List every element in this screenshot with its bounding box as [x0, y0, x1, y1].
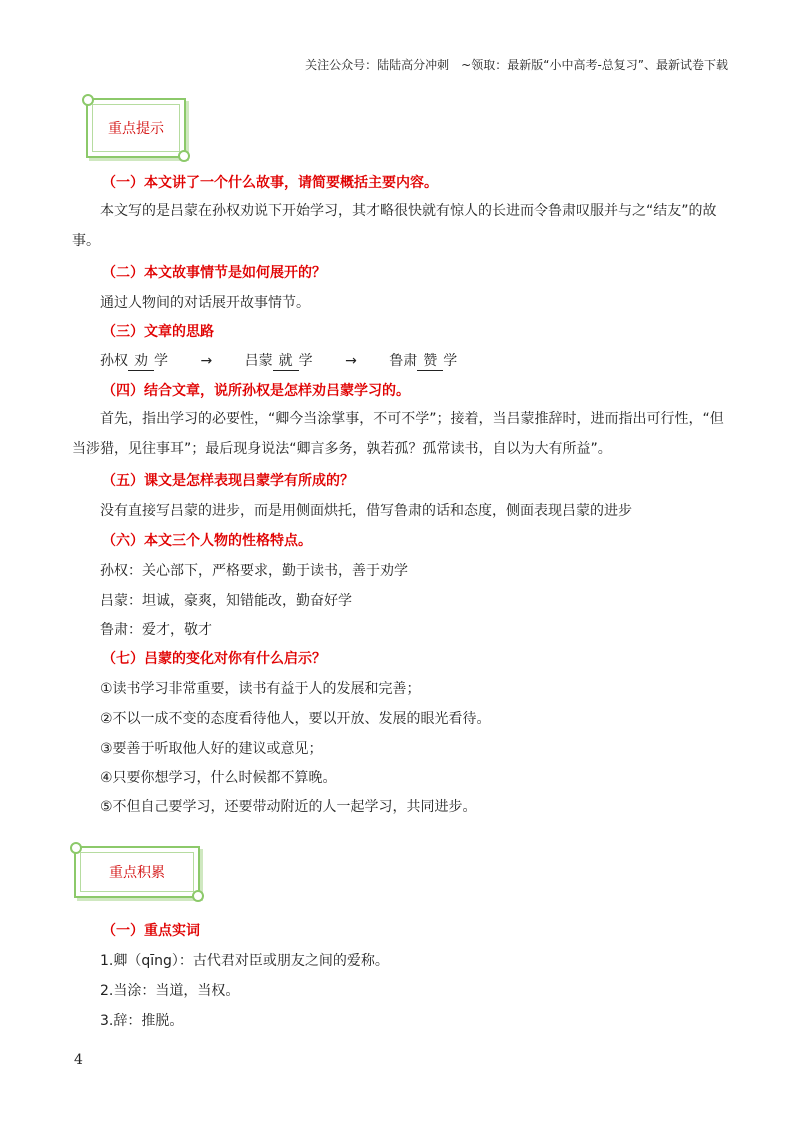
insight-3: ③要善于听取他人好的建议或意见； — [100, 741, 323, 757]
question-1: （一）本文讲了一个什么故事，请简要概括主要内容。 — [102, 175, 438, 191]
flow-study-1: 学 — [154, 353, 168, 369]
answer-1: 本文写的是吕蒙在孙权劝说下开始学习，其才略很快就有惊人的长进而令鲁肃叹服并与之“结友”的故事。 — [72, 203, 717, 249]
insight-5: ⑤不但自己要学习，还要带动附近的人一起学习，共同进步。 — [100, 799, 477, 815]
trait-lusu: 鲁肃：爱才，敬才 — [100, 622, 212, 638]
question-4: （四）结合文章，说所孙权是怎样劝吕蒙学习的。 — [102, 383, 410, 399]
flow-verb-2: 就 — [273, 350, 299, 371]
insight-2: ②不以一成不变的态度看待他人，要以开放、发展的眼光看待。 — [100, 711, 491, 727]
section-banner-accumulation — [74, 846, 200, 898]
question-5: （五）课文是怎样表现吕蒙学有所成的？ — [102, 473, 354, 489]
flow-study-2: 学 — [298, 353, 313, 369]
flow-verb-3: 赞 — [417, 350, 443, 371]
page-header: 关注公众号：陆陆高分冲刺 ~领取：最新版“小中高考-总复习”、最新试卷下载 — [305, 58, 728, 72]
page-number: 4 — [74, 1052, 83, 1068]
trait-sunquan: 孙权：关心部下，严格要求，勤于读书，善于劝学 — [100, 563, 408, 579]
question-2: （二）本文故事情节是如何展开的？ — [102, 265, 326, 281]
section-banner-tips — [86, 98, 186, 158]
flow-study-3: 学 — [443, 353, 458, 369]
arrow-icon: → — [345, 353, 357, 369]
answer-5: 没有直接写吕蒙的进步，而是用侧面烘托，借写鲁肃的话和态度，侧面表现吕蒙的进步 — [100, 503, 632, 519]
flow-person-2: 吕蒙 — [244, 353, 273, 369]
key-word-1: 1.卿（qīng）：古代君对臣或朋友之间的爱称。 — [100, 953, 389, 969]
section-title-tips: 重点提示 — [108, 121, 164, 137]
key-word-2: 2.当涂：当道，当权。 — [100, 983, 240, 999]
section-title-accumulation: 重点积累 — [109, 865, 165, 881]
flow-person-1: 孙权 — [100, 353, 128, 369]
flow-person-3: 鲁肃 — [389, 353, 418, 369]
arrow-icon: → — [200, 353, 213, 369]
answer-4: 首先，指出学习的必要性，“卿今当涂掌事，不可不学”；接着，当吕蒙推辞时，进而指出可行性，“但当涉猎，见往事耳”；最后现身说法“卿言多务，孰若孤？孤常读书，自以为大有所益”。 — [72, 411, 724, 457]
insight-1: ①读书学习非常重要，读书有益于人的发展和完善； — [100, 681, 421, 697]
question-3: （三）文章的思路 — [102, 324, 214, 340]
key-word-3: 3.辞：推脱。 — [100, 1013, 184, 1029]
insight-4: ④只要你想学习，什么时候都不算晚。 — [100, 770, 337, 786]
trait-lvmeng: 吕蒙：坦诚，豪爽，知错能改，勤奋好学 — [100, 593, 352, 609]
key-words-heading: （一）重点实词 — [102, 923, 200, 939]
question-6: （六）本文三个人物的性格特点。 — [102, 533, 312, 549]
answer-2: 通过人物间的对话展开故事情节。 — [100, 295, 310, 311]
question-7: （七）吕蒙的变化对你有什么启示？ — [102, 651, 326, 667]
thought-flow — [100, 350, 457, 371]
flow-verb-1: 劝 — [128, 350, 154, 371]
